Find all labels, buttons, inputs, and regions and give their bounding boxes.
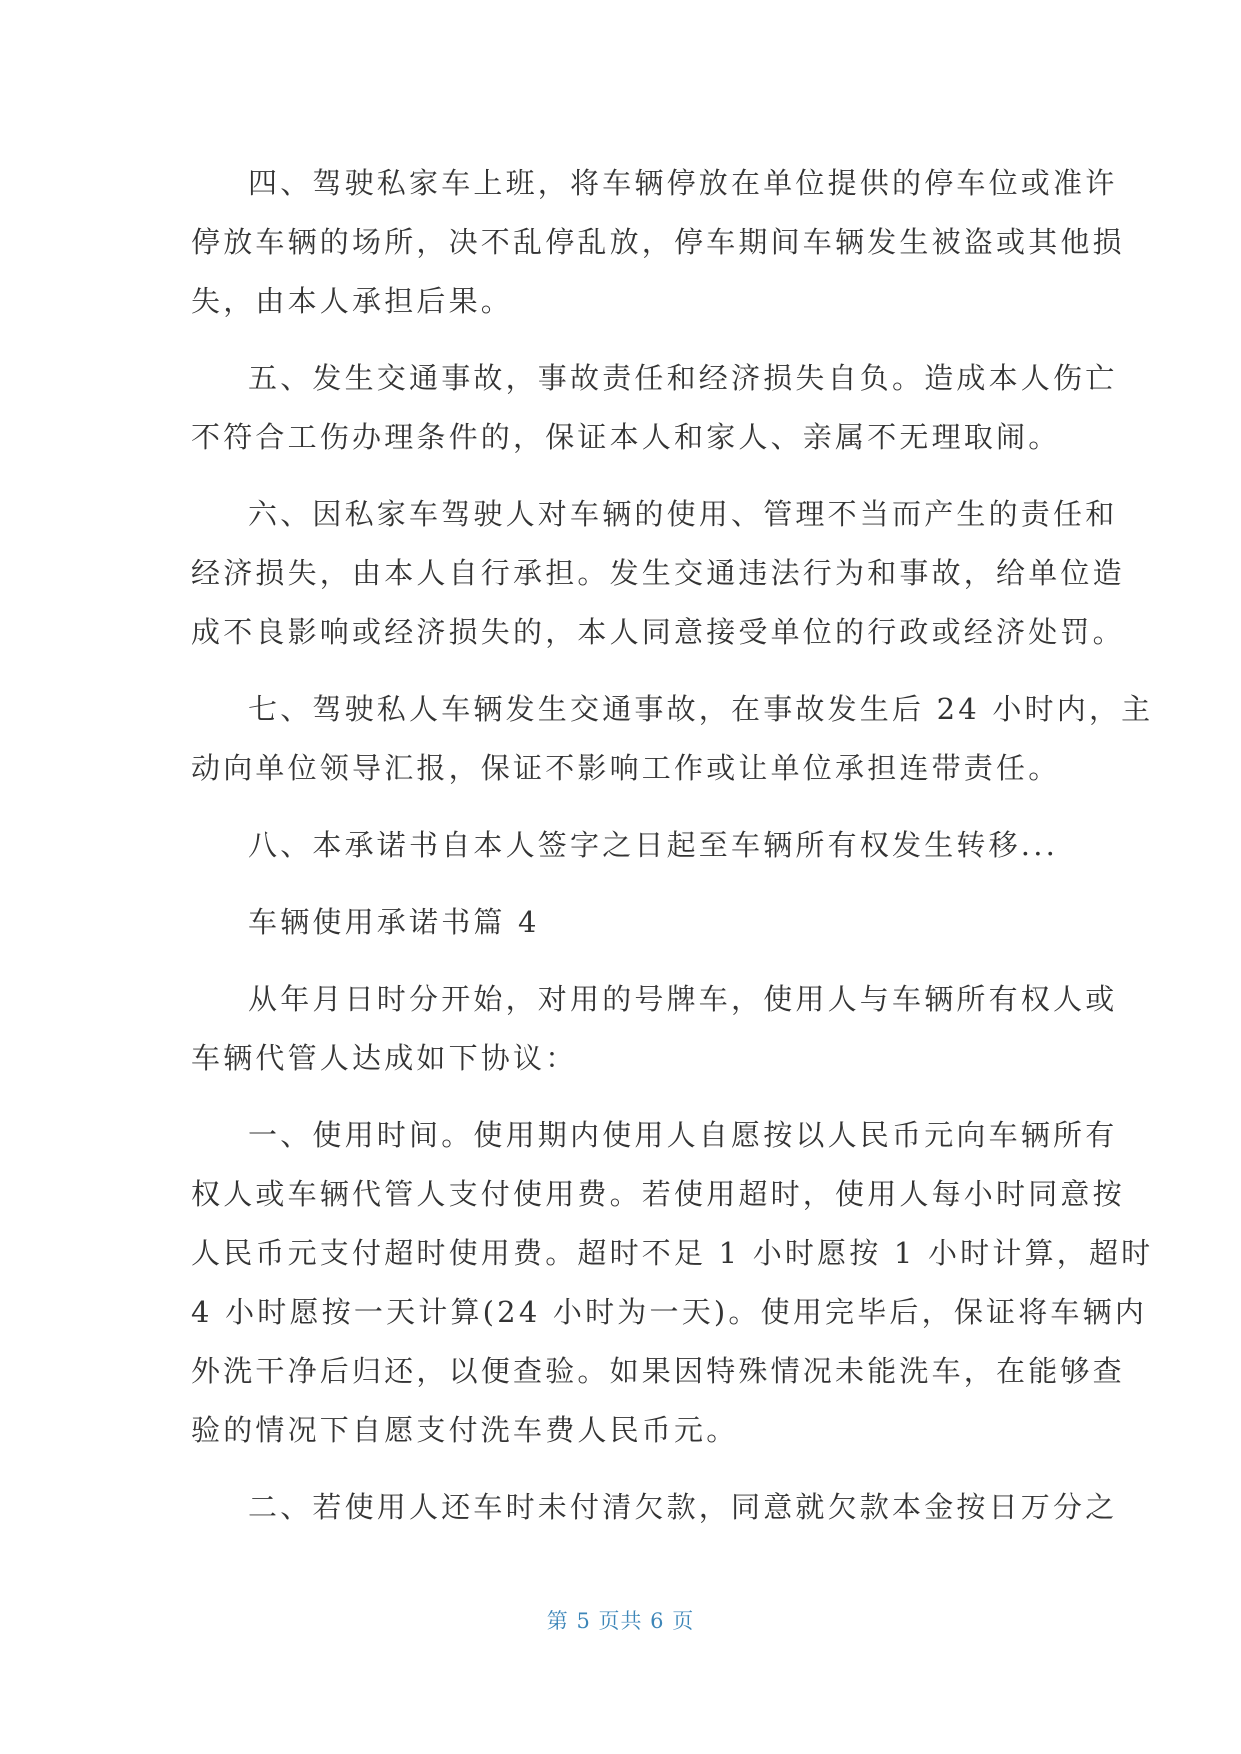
paragraph-line: 八、本承诺书自本人签字之日起至车辆所有权发生转移...	[248, 828, 1059, 862]
paragraph-line: 动向单位领导汇报，保证不影响工作或让单位承担连带责任。	[191, 751, 1061, 785]
paragraph-line: 七、驾驶私人车辆发生交通事故，在事故发生后 24 小时内，主	[248, 692, 1154, 726]
paragraph-line: 成不良影响或经济损失的，本人同意接受单位的行政或经济处罚。	[191, 615, 1125, 649]
paragraph-line: 失，由本人承担后果。	[191, 284, 514, 318]
paragraph-line: 外洗干净后归还，以便查验。如果因特殊情况未能洗车，在能够查	[191, 1354, 1125, 1388]
paragraph-line: 二、若使用人还车时未付清欠款，同意就欠款本金按日万分之	[248, 1490, 1118, 1524]
paragraph-line: 人民币元支付超时使用费。超时不足 1 小时愿按 1 小时计算，超时	[191, 1236, 1154, 1270]
paragraph-line: 4 小时愿按一天计算(24 小时为一天)。使用完毕后，保证将车辆内	[191, 1295, 1148, 1329]
paragraph-line: 一、使用时间。使用期内使用人自愿按以人民币元向车辆所有	[248, 1118, 1118, 1152]
paragraph-line: 从年月日时分开始，对用的号牌车，使用人与车辆所有权人或	[248, 982, 1118, 1016]
paragraph-line: 经济损失，由本人自行承担。发生交通违法行为和事故，给单位造	[191, 556, 1125, 590]
paragraph-line: 四、驾驶私家车上班，将车辆停放在单位提供的停车位或准许	[248, 166, 1118, 200]
paragraph-line: 验的情况下自愿支付洗车费人民币元。	[191, 1413, 739, 1447]
paragraph-line: 不符合工伤办理条件的，保证本人和家人、亲属不无理取闹。	[191, 420, 1061, 454]
paragraph-line: 车辆代管人达成如下协议：	[191, 1041, 578, 1075]
paragraph-line: 停放车辆的场所，决不乱停乱放，停车期间车辆发生被盗或其他损	[191, 225, 1125, 259]
paragraph-line: 权人或车辆代管人支付使用费。若使用超时，使用人每小时同意按	[191, 1177, 1125, 1211]
page-number-footer: 第 5 页共 6 页	[546, 1609, 695, 1633]
section-heading: 车辆使用承诺书篇 4	[248, 905, 540, 939]
paragraph-line: 六、因私家车驾驶人对车辆的使用、管理不当而产生的责任和	[248, 497, 1118, 531]
paragraph-line: 五、发生交通事故，事故责任和经济损失自负。造成本人伤亡	[248, 361, 1118, 395]
